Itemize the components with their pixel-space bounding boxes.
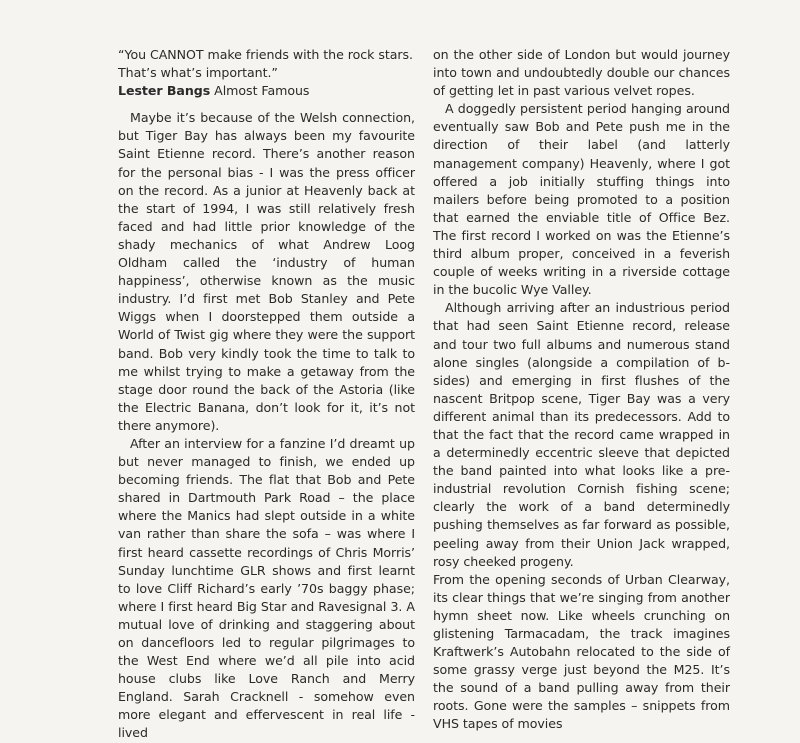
right-paragraph-1: on the other side of London but would journey into town and undoubtedly double our chances of getting let in past various velvet ropes. (433, 47, 730, 99)
left-paragraph-2: After an interview for a fanzine I’d dreamt up but never managed to finish, we ended up becoming friends. The flat that Bob and Pete shared in Dartmouth Park Road – the place where the Manics had slept outside in a white van rather than share the sofa – was where I first heard cassette recordings of Chris Morris’ Sunday lunchtime GLR shows and first learnt to love Cliff Richard’s early ’70s baggy phase; where I first heard Big Star and Ravesignal 3. A mutual love of drinking and staggering about on dancefloors led to regular pilgrimages to the West End where we’d all pile into acid house clubs like Love Ranch and Merry England. Sarah Cracknell - somehow even more elegant and effervescent in real life - lived (118, 435, 415, 741)
left-column (118, 46, 415, 743)
left-paragraph-1: Maybe it’s because of the Welsh connection, but Tiger Bay has always been my favourite Saint Etienne record. There’s another reason for the personal bias - I was the press officer on the record. As a junior at Heavenly back at the start of 1994, I was still relatively fresh faced and had little prior knowledge of the shady mechanics of what Andrew Loog Oldham called the ‘industry of human happiness’, otherwise known as the music industry. I’d first met Bob Stanley and Pete Wiggs when I doorstepped them outside a World of Twist gig where they were the support band. Bob very kindly took the time to talk to me whilst trying to make a getaway from the stage door round the back of the Astoria (like the Electric Banana, don’t look for it, it’s not there anymore). (118, 110, 415, 433)
right-column (433, 46, 730, 734)
right-paragraph-4: From the opening seconds of Urban Clearway, its clear things that we’re singing from another hymn sheet now. Like wheels crunching on glistening Tarmacadam, the track imagines Kraftwerk’s Autobahn relocated to the side of some grassy verge just beyond the M25. It’s the sound of a band pulling away from their roots. Gone were the samples – snippets from VHS tapes of movies (433, 571, 730, 732)
epigraph-author: Lester Bangs (118, 83, 211, 99)
right-paragraph-3: Although arriving after an industrious period that had seen Saint Etienne record, release and tour two full albums and numerous stand alone singles (alongside a compilation of b-sides) and emerging in first flushes of the nascent Britpop scene, Tiger Bay was a very different animal than its predecessors. Add to that the fact that the record came wrapped in a determinedly eccentric sleeve that depicted the band painted into what looks like a pre-industrial revolution Cornish fishing scene; clearly the work of a band determinedly pushing themselves as far forward as possible, peeling away from their Union Jack wrapped, rosy cheeked progeny. (433, 300, 730, 569)
epigraph-attribution (118, 82, 415, 100)
epigraph-source: Almost Famous (214, 83, 310, 99)
right-paragraph-2: A doggedly persistent period hanging around eventually saw Bob and Pete push me in the direction of their label (and latterly management company) Heavenly, where I got offered a job initially stuffing things into mailers before being promoted to a position that earned the enviable title of Office Bez. The first record I worked on was the Etienne’s third album proper, conceived in a feverish couple of weeks writing in a riverside cottage in the bucolic Wye Valley. (433, 101, 730, 298)
epigraph-quote: “You CANNOT make friends with the rock stars. That’s what’s important.” (118, 47, 413, 81)
